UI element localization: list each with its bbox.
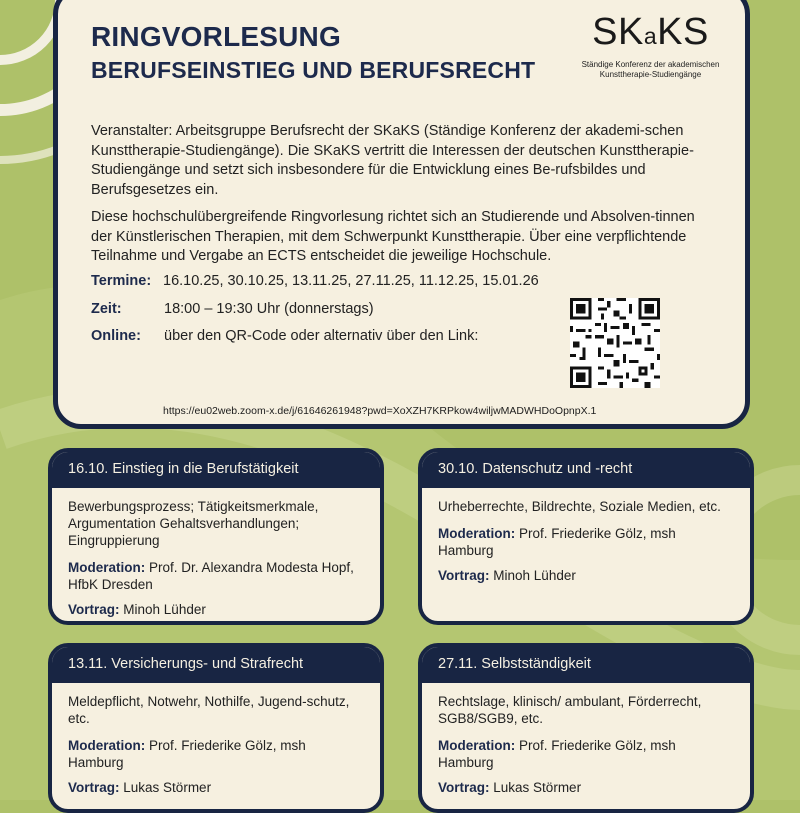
session-title: 30.10. Datenschutz und -recht: [422, 452, 750, 488]
zeit-label: Zeit:: [91, 301, 122, 317]
logo-subtitle-2: Kunsttherapie-Studiengänge: [599, 70, 702, 79]
session-vortrag: Vortrag: Minoh Lühder: [438, 568, 576, 583]
session-moderation: Moderation: Prof. Friederike Gölz, msh Hamburg: [438, 526, 676, 558]
online-value: über den QR-Code oder alternativ über den Link:: [164, 328, 479, 344]
session-card: [418, 448, 754, 625]
session-topics: Meldepflicht, Notwehr, Nothilfe, Jugend-schutz, etc.: [68, 694, 350, 726]
qr-code[interactable]: [570, 298, 660, 388]
skaks-logo: [563, 11, 738, 80]
termine-row: [91, 273, 539, 289]
online-label: Online:: [91, 328, 141, 344]
zoom-link[interactable]: https://eu02web.zoom-x.de/j/61646261948?pwd=XoXZH7KRPkow4wiljwMADWHDoOpnpX.1: [163, 405, 597, 417]
page-subtitle: BERUFSEINSTIEG UND BERUFSRECHT: [91, 57, 536, 83]
intro-paragraph-organizer: Veranstalter: Arbeitsgruppe Berufsrecht der SKaKS (Ständige Konferenz der akademi-schen Kunsttherapie-Studiengänge). Die SKaKS vertritt die Interessen der deutschen Kunsttherapie-Studiengänge und setzt sich insbesondere für die Entwicklung eines Be-rufsbildes und Berufsgesetzes ein.: [91, 123, 694, 198]
session-topics: Rechtslage, klinisch/ ambulant, Förderrecht, SGB8/SGB9, etc.: [438, 694, 702, 726]
zeit-value: 18:00 – 19:30 Uhr (donnerstags): [164, 301, 374, 317]
online-row: [91, 328, 479, 344]
session-vortrag: Vortrag: Lukas Störmer: [438, 780, 582, 795]
page-title: RINGVORLESUNG: [91, 21, 341, 52]
session-vortrag: Vortrag: Minoh Lühder: [68, 602, 206, 617]
session-card: [48, 643, 384, 813]
session-title: 16.10. Einstieg in die Berufstätigkeit: [52, 452, 380, 488]
zeit-row: [91, 301, 374, 317]
session-topics: Bewerbungsprozess; Tätigkeitsmerkmale, Argumentation Gehaltsverhandlungen; Eingruppierung: [68, 499, 319, 548]
logo-subtitle-1: Ständige Konferenz der akademischen: [581, 60, 720, 69]
termine-value: 16.10.25, 30.10.25, 13.11.25, 27.11.25, 11.12.25, 15.01.26: [163, 273, 539, 289]
session-vortrag: Vortrag: Lukas Störmer: [68, 780, 212, 795]
session-moderation: Moderation: Prof. Dr. Alexandra Modesta Hopf, HfbK Dresden: [68, 560, 354, 592]
session-moderation: Moderation: Prof. Friederike Gölz, msh Hamburg: [438, 738, 676, 770]
session-title: 27.11. Selbstständigkeit: [422, 647, 750, 683]
session-card: [418, 643, 754, 813]
session-card: [48, 448, 384, 625]
logo-wordmark: SKaKS: [592, 11, 709, 53]
session-topics: Urheberrechte, Bildrechte, Soziale Medien, etc.: [438, 499, 721, 514]
intro-paragraph-audience: Diese hochschulübergreifende Ringvorlesung richtet sich an Studierende und Absolven-tinnen der Künstlerischen Therapien, mit dem Schwerpunkt Kunsttherapie. Über eine verpflichtende Teilnahme und Vergabe an ECTS entscheidet die jeweilige Hochschule.: [91, 209, 695, 264]
main-info-card: [53, 0, 750, 429]
session-moderation: Moderation: Prof. Friederike Gölz, msh Hamburg: [68, 738, 306, 770]
termine-label: Termine:: [91, 273, 152, 289]
session-title: 13.11. Versicherungs- und Strafrecht: [52, 647, 380, 683]
